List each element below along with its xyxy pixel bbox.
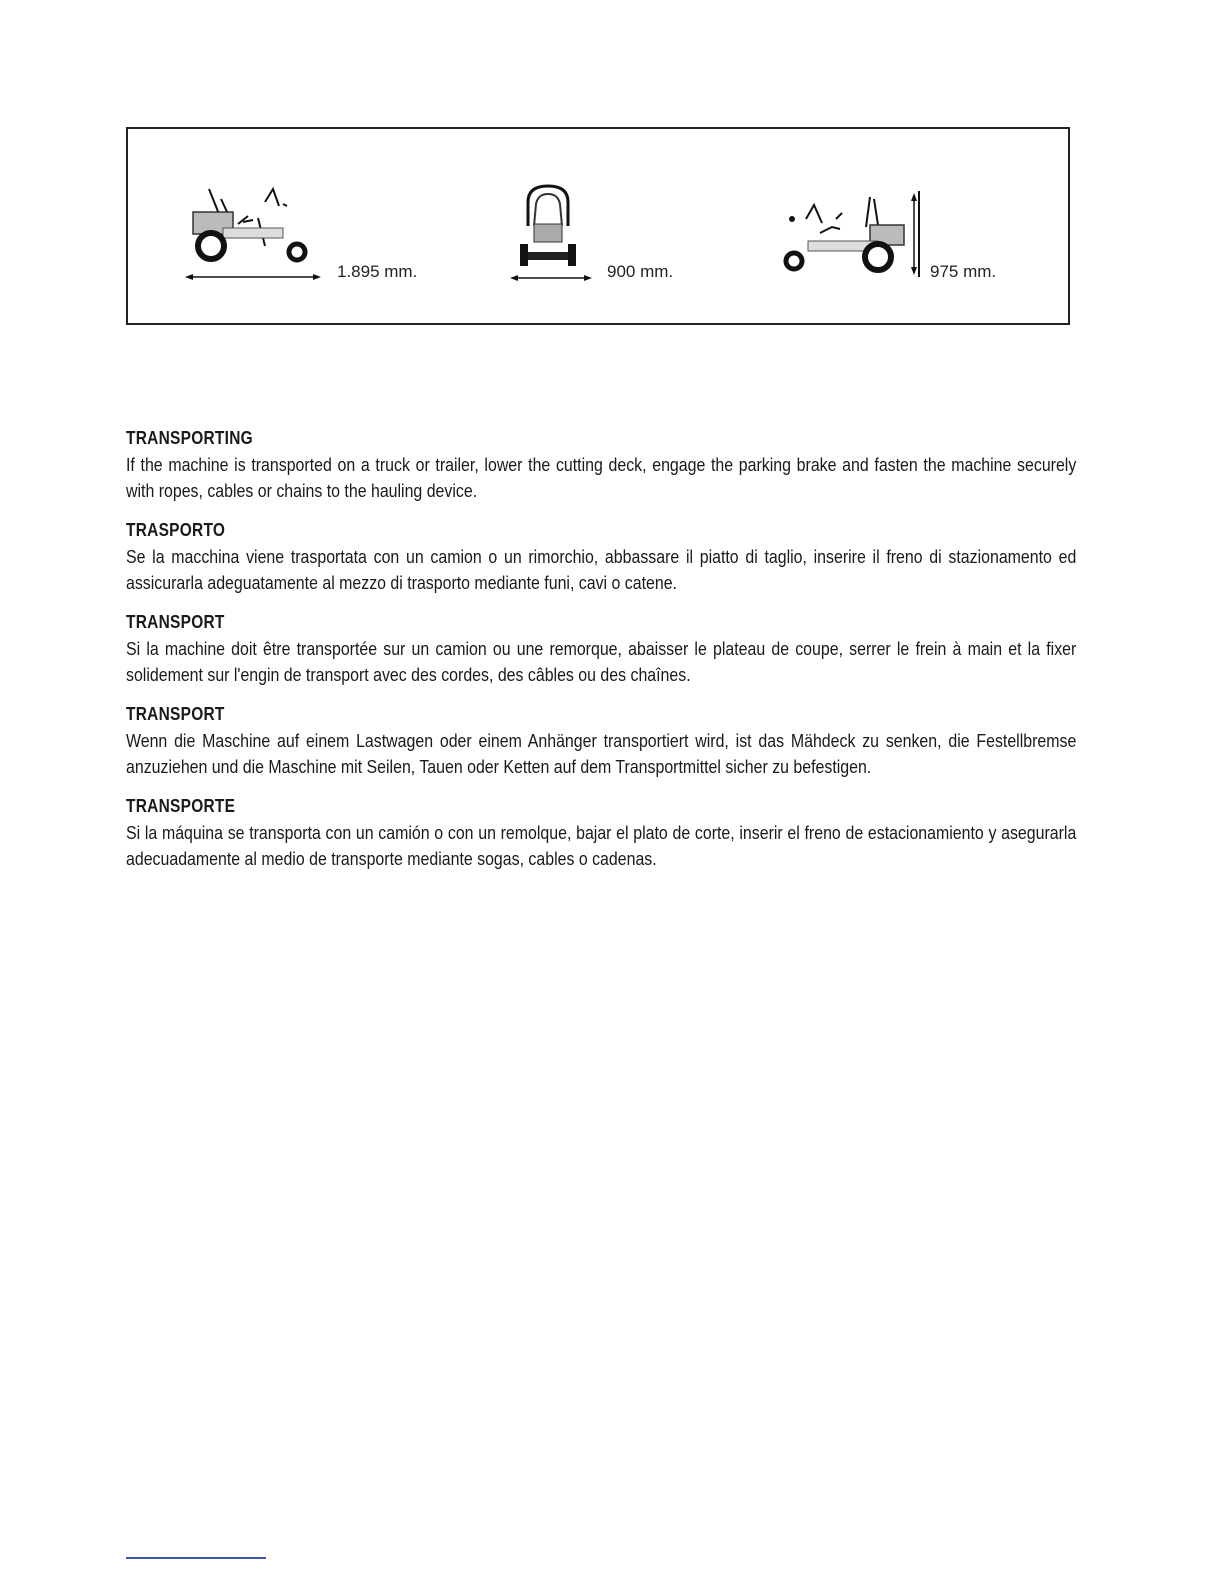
tractor-side-height-icon [780,189,930,289]
footer-rule [126,1557,266,1559]
section-spanish [126,796,1076,872]
section-body: Si la machine doit être transportée sur un camion ou une remorque, abaisser le plateau de coupe, serrer le frein à main et la fixer solidement sur l'engin de transport avec des cordes, des câbles ou des chaînes. [126,638,1077,685]
transport-instructions [126,428,1076,888]
section-title: TRANSPORT [126,612,225,632]
section-body: Wenn die Maschine auf einem Lastwagen oder einem Anhänger transportiert wird, ist das Mähdeck zu senken, die Festellbremse anzuziehen und die Maschine mit Seilen, Tauen oder Ketten auf dem Transportmittel sicher zu befestigen. [126,730,1077,777]
tractor-side-length-icon [183,184,323,284]
section-english [126,428,1076,504]
section-title: TRANSPORTE [126,796,236,816]
height-label: 975 mm. [930,262,997,281]
section-french [126,612,1076,688]
section-title: TRASPORTO [126,520,226,540]
tractor-front-width-icon [506,174,596,284]
length-label: 1.895 mm. [337,262,418,281]
section-body: Si la máquina se transporta con un camión o con un remolque, bajar el plato de corte, inserir el freno de estacionamiento y asegurarla adecuadamente al medio de transporte mediante sogas, cables o cadenas. [126,822,1077,869]
section-title: TRANSPORTING [126,428,253,448]
dimensions-panel [126,127,1070,325]
width-label: 900 mm. [607,262,674,281]
section-body: If the machine is transported on a truck or trailer, lower the cutting deck, engage the parking brake and fasten the machine securely with ropes, cables or chains to the hauling device. [126,454,1077,501]
section-german [126,704,1076,780]
section-title: TRANSPORT [126,704,225,724]
section-body: Se la macchina viene trasportata con un camion o un rimorchio, abbassare il piatto di taglio, inserire il freno di stazionamento ed assicurarla adeguatamente al mezzo di trasporto mediante funi, cavi o catene. [126,546,1077,593]
section-italian [126,520,1076,596]
